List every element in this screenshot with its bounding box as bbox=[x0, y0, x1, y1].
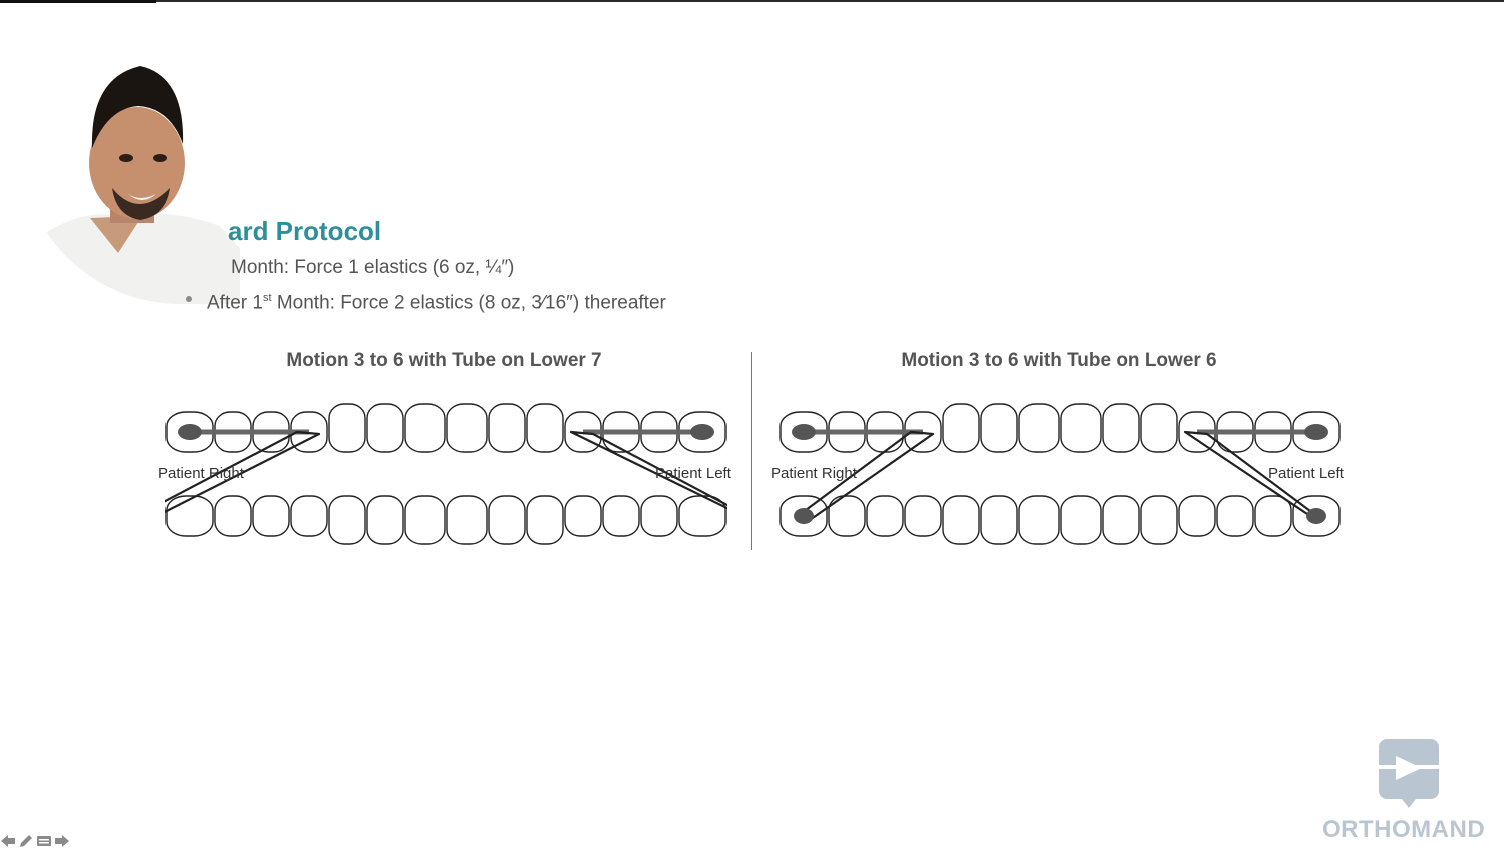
menu-icon[interactable] bbox=[36, 834, 52, 848]
protocol-bullets bbox=[186, 252, 666, 318]
lower-tooth bbox=[447, 496, 487, 544]
dental-arch-diagram-lower-7 bbox=[165, 398, 727, 550]
bullet-dot bbox=[186, 296, 192, 302]
upper-tooth bbox=[405, 404, 445, 452]
diagram-divider bbox=[751, 352, 752, 550]
lower-tooth bbox=[253, 496, 289, 536]
bullet-item bbox=[186, 283, 666, 318]
lower-tooth bbox=[943, 496, 979, 544]
bullet-item bbox=[186, 252, 666, 283]
lower-tooth bbox=[1179, 496, 1215, 536]
tube-left bbox=[690, 424, 714, 440]
lower-tooth bbox=[1103, 496, 1139, 544]
lower-tooth bbox=[329, 496, 365, 544]
diagram-title-lower-6: Motion 3 to 6 with Tube on Lower 6 bbox=[901, 350, 1217, 371]
patient-left-label: Patient Left bbox=[1268, 465, 1344, 482]
upper-tooth bbox=[1141, 404, 1177, 452]
lower-tooth bbox=[565, 496, 601, 536]
upper-tooth bbox=[329, 404, 365, 452]
lower-tooth bbox=[167, 496, 213, 536]
patient-right-label: Patient Right bbox=[771, 465, 857, 482]
lower-tooth bbox=[527, 496, 563, 544]
upper-tooth bbox=[981, 404, 1017, 452]
window-top-accent bbox=[0, 0, 156, 3]
upper-tooth bbox=[489, 404, 525, 452]
brand-name: ORTHOMAND bbox=[1322, 816, 1486, 843]
lower-tooth bbox=[215, 496, 251, 536]
pen-icon[interactable] bbox=[18, 834, 34, 848]
dental-arch-diagram-lower-6 bbox=[779, 398, 1341, 550]
lower-tooth bbox=[291, 496, 327, 536]
lower-tooth bbox=[1019, 496, 1059, 544]
arrow-left-icon[interactable] bbox=[0, 834, 16, 848]
lower-hook-right bbox=[794, 508, 814, 524]
bullet-text-prefix: After 1 bbox=[207, 292, 263, 314]
lower-tooth bbox=[367, 496, 403, 544]
bullet-ordinal-suffix: st bbox=[262, 292, 272, 304]
upper-tooth bbox=[367, 404, 403, 452]
bullet-text: Month: Force 1 elastics (6 oz, ¼″) bbox=[231, 257, 515, 278]
patient-left-label: Patient Left bbox=[655, 465, 731, 482]
upper-tooth bbox=[943, 404, 979, 452]
lower-tooth bbox=[905, 496, 941, 536]
bullet-text: Month: Force 2 elastics (8 oz, 3⁄16″) thereafter bbox=[271, 292, 666, 314]
lower-tooth bbox=[1061, 496, 1101, 544]
patient-right-label: Patient Right bbox=[158, 465, 244, 482]
lower-tooth bbox=[603, 496, 639, 536]
slide-title: ard Protocol bbox=[228, 216, 382, 246]
diagram-title-lower-7: Motion 3 to 6 with Tube on Lower 7 bbox=[286, 350, 602, 371]
tube-right bbox=[792, 424, 816, 440]
lower-hook-left bbox=[1306, 508, 1326, 524]
lower-tooth bbox=[641, 496, 677, 536]
lower-tooth bbox=[405, 496, 445, 544]
upper-tooth bbox=[1061, 404, 1101, 452]
lower-tooth bbox=[679, 496, 725, 536]
window-top-border bbox=[0, 0, 1504, 2]
tube-left bbox=[1304, 424, 1328, 440]
upper-tooth bbox=[447, 404, 487, 452]
tube-right bbox=[178, 424, 202, 440]
upper-tooth bbox=[1103, 404, 1139, 452]
lower-tooth bbox=[867, 496, 903, 536]
lower-tooth bbox=[981, 496, 1017, 544]
upper-tooth bbox=[1019, 404, 1059, 452]
lower-tooth bbox=[1141, 496, 1177, 544]
lower-tooth bbox=[1217, 496, 1253, 536]
slide-navigation bbox=[0, 834, 70, 848]
upper-tooth bbox=[527, 404, 563, 452]
arrow-right-icon[interactable] bbox=[54, 834, 70, 848]
lower-tooth bbox=[1255, 496, 1291, 536]
lower-tooth bbox=[489, 496, 525, 544]
